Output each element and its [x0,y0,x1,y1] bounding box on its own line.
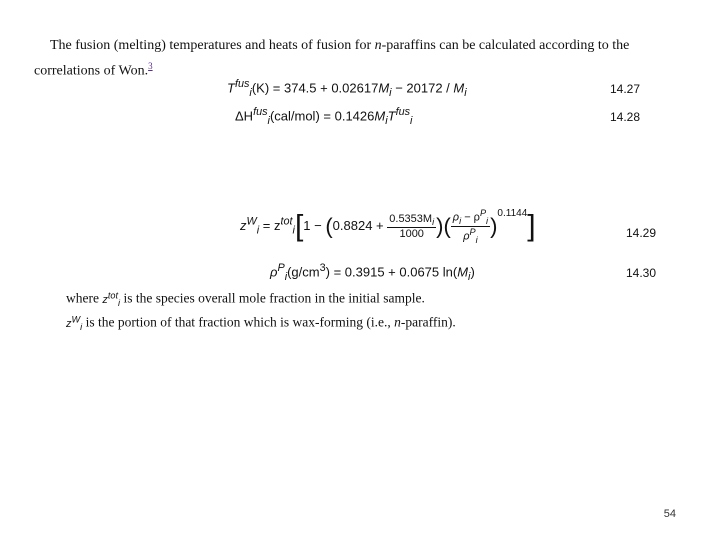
equation-14-27: $T^{fus}_i(K) = 374.5 + 0.02617M_i - 20172 / M_i$ [227,78,467,99]
equation-number-14-30: 14.30 [626,266,657,280]
equation-14-29: $z^W_i = z^{tot}_i[1 - (0.8824$ + $\frac{0.5353M_i}{1000}$ )( $\frac{\rho_i - \rho^P_i}{\rho^P_i}$ )$^{0.1144}$] [240,208,536,245]
where-line-2: $z^W_i$ is the portion of that fraction which is wax-forming (i.e., n-paraffin). [66,314,456,332]
intro-text-a: The fusion (melting) temperatures and heats of fusion for [50,38,375,53]
intro-text-b: -paraffins can be calculated according to the correlations of Won. [34,38,630,79]
equation-14-30: $\rho^P_i(g/cm^3) = 0.3915 + 0.0675$ $\ln(M_i)$ [270,262,475,283]
intro-italic-n: n [374,38,382,53]
page-number: 54 [663,508,676,520]
equation-number-14-27: 14.27 [610,82,641,96]
equation-number-14-28: 14.28 [610,110,641,124]
z-w-symbol: $z^W_i$ [66,314,83,332]
equation-number-14-29: 14.29 [626,226,657,240]
z-tot-symbol: $z^{tot}_i$ [102,290,121,308]
reference-link[interactable]: 3 [148,61,153,71]
where-line-1: where $z^{tot}_i$ is the species overall mole fraction in the initial sample. [66,290,425,308]
intro-paragraph [34,36,674,82]
equation-14-28: $\Delta H^{fus}_i(cal/mol) = 0.1426M_iT^{fus}_i$ [235,106,413,127]
